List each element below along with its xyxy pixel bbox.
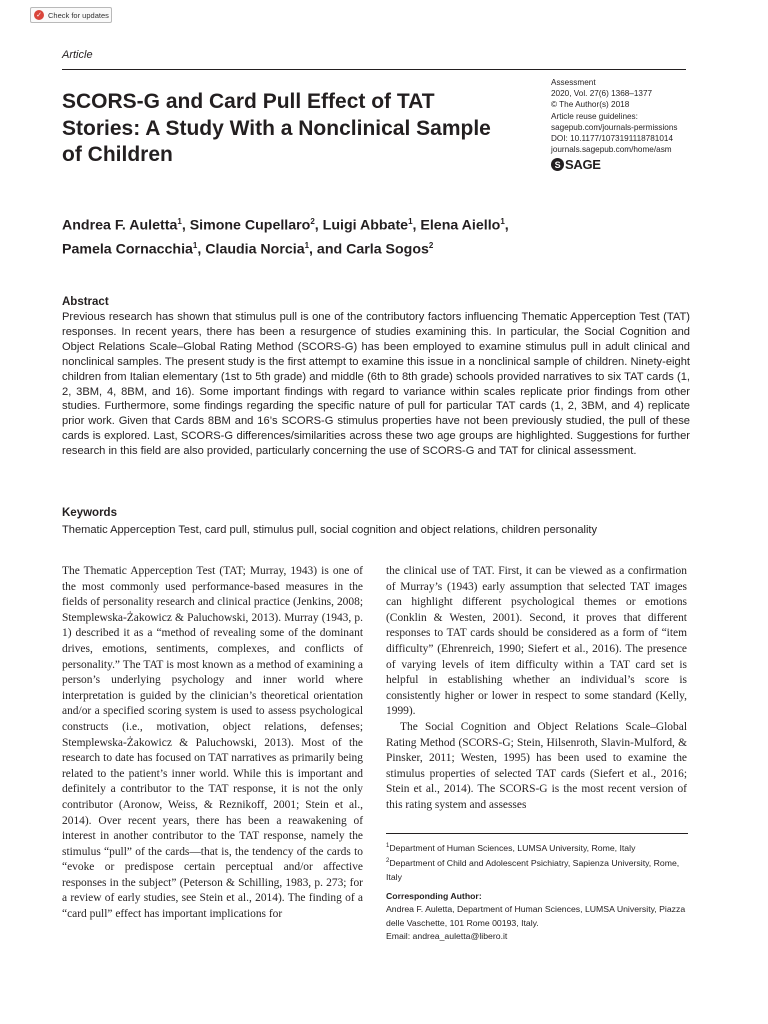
footnote-rule	[386, 833, 688, 834]
corresponding-author-line: Andrea F. Auletta, Department of Human Sciences, LUMSA University, Piazza delle Vaschette, 101 Rome 00193, Italy.	[386, 904, 686, 928]
footnotes	[386, 840, 688, 944]
keywords-text: Thematic Apperception Test, card pull, stimulus pull, social cognition and object relations, children personality	[62, 524, 598, 536]
author-affiliation: 2	[310, 217, 315, 226]
journal-line: Assessment	[551, 78, 596, 87]
author-separator: , and	[309, 241, 347, 258]
author-separator: ,	[197, 241, 206, 258]
author-name: Pamela Cornacchia	[62, 241, 193, 258]
author-name: Elena Aiello	[420, 217, 501, 234]
author-affiliation: 1	[304, 240, 310, 250]
author-name: Andrea F. Auletta	[62, 217, 178, 234]
author-affiliation: 2	[428, 240, 434, 250]
paper-title: SCORS-G and Card Pull Effect of TAT Stories: A Study With a Nonclinical Sample of Children	[62, 90, 491, 166]
author-separator: ,	[412, 217, 421, 234]
affiliation-note	[386, 855, 688, 884]
check-for-updates-badge[interactable]	[30, 7, 112, 23]
author-name: Simone Cupellaro	[189, 217, 311, 234]
corresponding-author-email[interactable]: Email: andrea_auletta@libero.it	[386, 931, 508, 942]
journal-line: Article reuse guidelines:	[551, 111, 638, 121]
abstract-text: Previous research has shown that stimulus pull is one of the contributory factors influencing Thematic Apperception Test (TAT) responses. In recent years, there has been a resurgence of studies examining this. In particular, the Social Cognition and Object Relations Scale–Global Rating Method (SCORS-G) has been employed to examine stimulus pull in adult clinical and nonclinical samples. The present study is the first attempt to examine this issue in a nonclinical sample of children. Ninety-eight children from Italian elementary (1st to 5th grade) and middle (6th to 8th grade) schools provided narratives to six TAT cards (1, 2, 3BM, 4, 8BM, and 16). Some important findings with regard to variance within scales replicate prior findings from other studies. Furthermore, some findings regarding the specific nature of pull for particular TAT cards (1, 2, 3BM, and 4) replicate prior work. Given that Cards 8BM and 16’s SCORS-G stimulus properties have not been previously studied, the pull of these cards is explored. Last, SCORS-G differences/similarities across these two age groups are highlighted. Suggestions for further research in this field are also provided, particularly concerning the use of SCORS-G and TAT for clinical assessment.	[62, 311, 690, 458]
publisher-name: SAGE	[565, 157, 601, 172]
author-name: Claudia Norcia	[205, 241, 305, 258]
journal-line[interactable]: journals.sagepub.com/home/asm	[551, 145, 672, 155]
affiliation-number: 1	[386, 843, 390, 849]
header-rule	[62, 69, 686, 70]
body-column-right	[386, 564, 687, 814]
corresponding-author-heading: Corresponding Author:	[386, 891, 482, 901]
author-separator: ,	[314, 217, 323, 234]
body-paragraph: the clinical use of TAT. First, it can be viewed as a confirmation of Murray’s (1943) early assumption that selected TAT images can highlight different psychological themes or emotions (Conklin & Westen, 2001). Second, it proves that different responses to TAT cards should be considered as a form of “item difficulty” (Ehrenreich, 1990; Siefert et al., 2016). The presence of varying levels of item difficulty within a TAT card set is helpful in establishing whether an individual’s score is consistently higher or lower in respect to some standard (Kelly, 1999).	[386, 565, 687, 718]
journal-line[interactable]: DOI: 10.1177/1073191118781014	[551, 134, 674, 144]
affiliation-number: 2	[386, 858, 390, 865]
author-name: Carla Sogos	[346, 241, 429, 258]
author-separator: ,	[504, 217, 509, 234]
journal-line[interactable]: sagepub.com/journals-permissions	[551, 122, 678, 132]
affiliation-text: Department of Human Sciences, LUMSA University, Rome, Italy	[389, 842, 636, 853]
author-affiliation: 1	[500, 217, 505, 226]
body-paragraph: The Thematic Apperception Test (TAT; Murray, 1943) is one of the most commonly used performance-based measures in the fields of personality research and clinical practice (Jenkins, 2008; Stemplewska-Żakowicz & Paluchowski, 2013). Murray (1943, p. 1) described it as a “method of revealing some of the dominant drives, emotions, sentiments, complexes, and conflicts of personality.” The TAT is most known as a method of examining a person’s underlying psychology and inner world where interpretation is guided by the clinician’s theoretical orientation and/or a specified scoring system is used to assess psychological constructs (i.e., motivation, object relations, defenses; Stemplewska-Żakowicz & Paluchowski, 2013). Most of the research to date has focused on TAT narratives as primarily being related to the patient’s inner world. While this is important and definitely a contributor to the TAT response, it is not the only contributor (Aronow, Weiss, & Reznikoff, 2001; Stein et al., 2014). Over recent years, there has been a reawakening of interest in another contributor to the TAT response, namely the stimulus “pull” of the cards—that is, the tendency of the cards to “evoke or predispose certain perceptual and/or affective responses in the subject” (Peterson & Schilling, 1983, p. 273; for a review of early studies, see Stein et al., 2014). The finding of a “card pull” effect has important implications for	[62, 565, 363, 921]
body-column-left	[62, 564, 363, 923]
author-name: Luigi Abbate	[322, 217, 409, 234]
author-affiliation: 1	[408, 217, 413, 226]
author-affiliation: 1	[177, 217, 182, 226]
affiliation-text: Department of Child and Adolescent Psichiatry, Sapienza University, Rome, Italy	[386, 858, 680, 882]
article-type-label: Article	[62, 49, 93, 61]
journal-info	[551, 77, 691, 155]
author-separator: ,	[181, 217, 190, 234]
author-affiliation: 1	[192, 240, 198, 250]
journal-line: 2020, Vol. 27(6) 1368–1377	[551, 89, 653, 99]
sage-mark-icon: S	[551, 158, 564, 171]
journal-line: © The Author(s) 2018	[551, 100, 630, 110]
author-list	[62, 212, 622, 259]
bookmark-icon: ✓	[34, 10, 44, 20]
body-paragraph: The Social Cognition and Object Relations Scale–Global Rating Method (SCORS-G; Stein, Hilsenroth, Slavin-Mulford, & Pinsker, 2011; Westen, 1995) has been used to examine the stimulus properties of selected TAT cards (Siefert et al., 2016; Stein et al., 2014). The SCORS-G is the most recent version of this rating system and assesses	[386, 720, 687, 811]
keywords-heading: Keywords	[62, 507, 117, 519]
affiliation-note	[386, 840, 688, 855]
check-for-updates-label: Check for updates	[48, 10, 109, 20]
sage-logo	[551, 157, 601, 172]
abstract-heading: Abstract	[62, 296, 109, 308]
